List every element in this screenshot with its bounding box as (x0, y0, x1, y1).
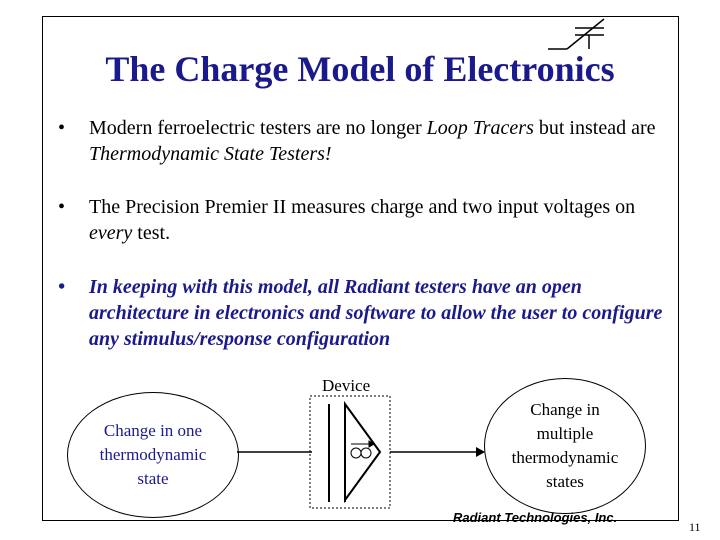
bullet-marker: • (58, 276, 66, 298)
device-box (310, 396, 390, 508)
capacitor-logo-icon (548, 19, 604, 49)
input-state-oval (67, 392, 239, 518)
bullet-1-text: Modern ferroelectric testers are no longer Loop Tracers but instead are Thermodynamic State Testers! (89, 117, 656, 165)
slide-title: The Charge Model of Electronics (105, 49, 615, 89)
input-state-label: Change in one thermodynamic state (99, 421, 207, 488)
bullet-3-text: In keeping with this model, all Radiant testers have an open architecture in electronics and software to allow the user to configure any stimulus/response configuration (89, 276, 663, 350)
bullet-2 (58, 194, 668, 246)
device-triangle (345, 404, 380, 500)
page-number: 11 (689, 520, 701, 534)
bullet-2-text: The Precision Premier II measures charge and two input voltages on every test. (89, 196, 636, 244)
output-state-label: Change in multiple thermodynamic states (511, 400, 619, 491)
device-symbol-icon (351, 441, 374, 458)
bullet-3 (58, 274, 668, 352)
footer-company: Radiant Technologies, Inc. (453, 510, 618, 525)
bullet-marker: • (58, 196, 66, 218)
bullet-1 (58, 115, 668, 167)
device-label: Device (322, 376, 371, 395)
bullet-marker: • (58, 117, 66, 139)
output-state-oval (484, 378, 646, 514)
